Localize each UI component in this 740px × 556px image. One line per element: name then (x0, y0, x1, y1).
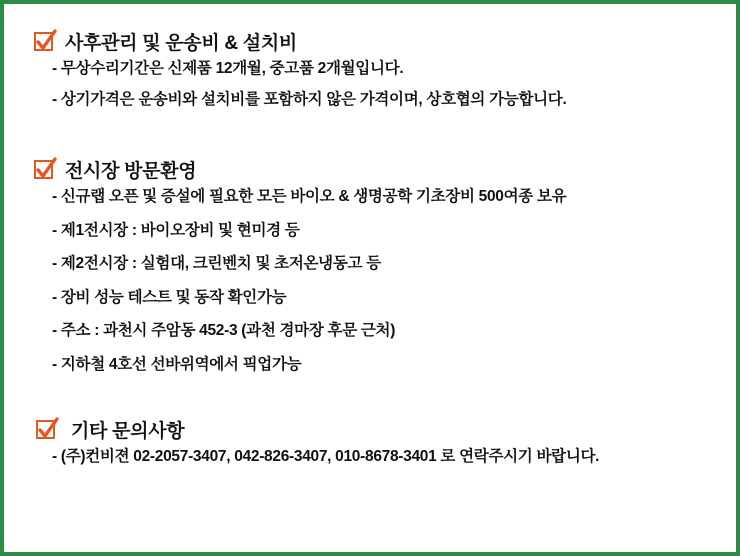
bullet-list (30, 189, 710, 372)
spacer (30, 122, 710, 156)
list-item: - 제1전시장 : 바이오장비 및 현미경 등 (52, 221, 300, 239)
section-other-inquiries (30, 416, 710, 465)
section-title: 사후관리 및 운송비 & 설치비 (65, 33, 297, 54)
section-title: 기타 문의사항 (71, 421, 185, 442)
orange-check-icon (34, 160, 53, 179)
list-item: - 상기가격은 운송비와 설치비를 포함하지 않은 가격이며, 상호협의 가능합니다. (52, 90, 567, 108)
list-item: - 제2전시장 : 실험대, 크린벤치 및 초저온냉동고 등 (52, 255, 381, 272)
list-item: - 신규랩 오픈 및 증설에 필요한 모든 바이오 & 생명공학 기초장비 500여종 보유 (52, 188, 567, 205)
list-item: - 무상수리기간은 신제품 12개월, 중고품 2개월입니다. (52, 60, 404, 77)
spacer (30, 390, 710, 416)
list-item: - 주소 : 과천시 주암동 452-3 (과천 경마장 후문 근처) (52, 322, 396, 339)
section-showroom (30, 156, 710, 372)
orange-check-icon (36, 420, 55, 439)
bullet-list (30, 61, 710, 107)
section-after-sales (30, 22, 710, 107)
bullet-list (30, 449, 710, 465)
section-heading (34, 156, 710, 183)
list-item: - (주)컨비젼 02-2057-3407, 042-826-3407, 010-8678-3401 로 연락주시기 바랍니다. (52, 448, 600, 465)
section-heading (34, 28, 710, 55)
orange-check-icon (34, 32, 53, 51)
list-item: - 장비 성능 테스트 및 동작 확인가능 (52, 288, 287, 306)
list-item: - 지하철 4호선 선바위역에서 픽업가능 (52, 355, 302, 373)
section-heading (36, 416, 710, 443)
section-title: 전시장 방문환영 (65, 161, 197, 182)
